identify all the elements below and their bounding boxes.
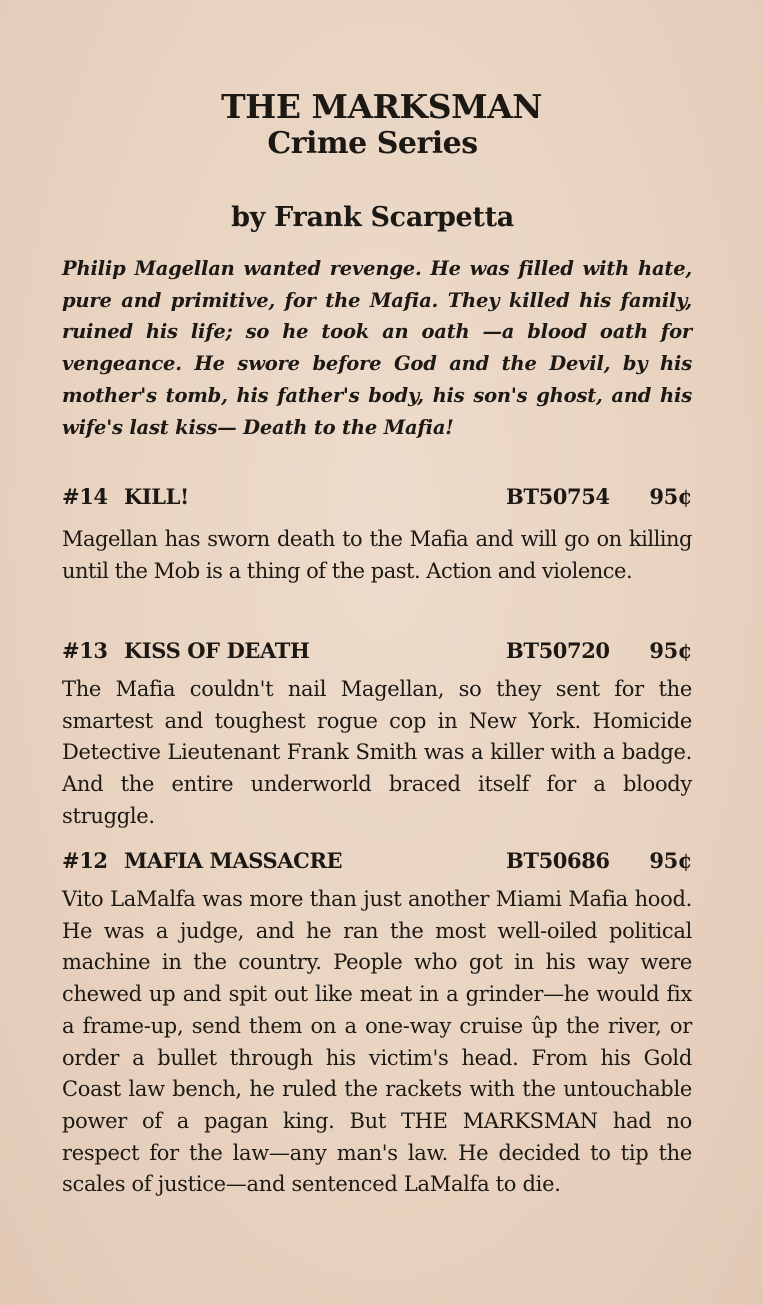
- book-entry-header: [62, 636, 692, 666]
- book-entry-header: [62, 846, 692, 876]
- book-number: #12: [62, 848, 108, 873]
- book-price: 95¢: [649, 484, 692, 509]
- author-line: by Frank Scarpetta: [231, 202, 514, 233]
- book-price: 95¢: [649, 848, 692, 873]
- book-description: The Mafia couldn't nail Magellan, so they sent for the smartest and toughest rogue cop in New York. Homicide Detective Lieutenant Frank Smith was a killer with a badge. And the entire underworld braced itself for a bloody struggle.: [62, 677, 692, 828]
- series-subtitle: Crime Series: [267, 126, 478, 161]
- book-code: BT50686: [506, 848, 610, 873]
- book-title: KISS OF DEATH: [124, 638, 310, 663]
- book-title: MAFIA MASSACRE: [124, 848, 343, 873]
- book-description: Magellan has sworn death to the Mafia and will go on killing until the Mob is a thing of the past. Action and violence.: [62, 527, 692, 583]
- book-price: 95¢: [649, 638, 692, 663]
- book-number: #14: [62, 484, 108, 509]
- series-intro: Philip Magellan wanted revenge. He was filled with hate, pure and primitive, for the Mafia. They killed his family, ruined his life; so he took an oath —a blood oath for vengeance. He swore before God and the Devil, by his mother's tomb, his father's body, his son's ghost, and his wife's last kiss— Death to the Mafia!: [62, 257, 692, 439]
- book-description: Vito LaMalfa was more than just another Miami Mafia hood. He was a judge, and he ran the most well-oiled political machine in the country. People who got in his way were chewed up and spit out like meat in a grinder—he would fix a frame-up, send them on a one-way cruise ûp the river, or order a bullet through his victim's head. From his Gold Coast law bench, he ruled the rackets with the untouchable power of a pagan king. But THE MARKSMAN had no respect for the law—any man's law. He decided to tip the scales of justice—and sentenced LaMalfa to die.: [62, 887, 692, 1197]
- book-code: BT50754: [506, 484, 610, 509]
- series-title: THE MARKSMAN: [221, 87, 542, 126]
- book-entry-header: [62, 482, 692, 512]
- book-code: BT50720: [506, 638, 610, 663]
- book-title: KILL!: [124, 484, 189, 509]
- book-number: #13: [62, 638, 108, 663]
